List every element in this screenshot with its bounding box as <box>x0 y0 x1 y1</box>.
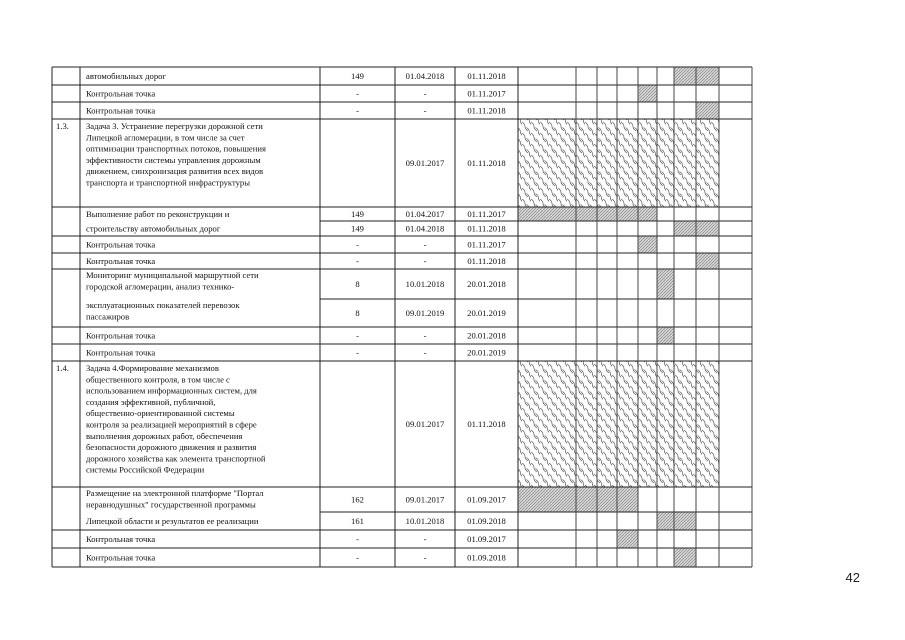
row-description: системы Российской Федерации <box>86 464 205 475</box>
gantt-shade-cell <box>617 361 638 487</box>
gantt-shade-cell <box>696 361 719 487</box>
row-start-date: 09.01.2017 <box>405 158 445 168</box>
row-description: Задача 3. Устранение перегрузки дорожной сети <box>86 121 263 131</box>
row-code: 161 <box>351 516 364 526</box>
gantt-shade-cell <box>518 487 576 512</box>
gantt-shade-cell <box>576 119 597 207</box>
row-description: Выполнение работ по реконструкции и <box>86 209 230 219</box>
gantt-shading <box>518 67 719 567</box>
row-description: пассажиров <box>86 311 130 322</box>
row-start-date: 09.01.2017 <box>405 419 445 429</box>
row-start-date: 09.01.2019 <box>405 308 445 318</box>
gantt-shade-cell <box>674 119 696 207</box>
row-start-date: 01.04.2017 <box>405 209 445 219</box>
row-end-date: 01.09.2017 <box>467 534 506 544</box>
gantt-shade-cell <box>617 530 638 548</box>
gantt-shade-cell <box>518 119 576 207</box>
row-code: 8 <box>355 279 360 289</box>
row-description: Липецкой области и результатов ее реализации <box>86 516 259 526</box>
row-end-date: 01.09.2018 <box>467 552 506 563</box>
gantt-shade-cell <box>617 119 638 207</box>
row-description: оптимизации транспортных потоков, повышения <box>86 143 266 154</box>
gantt-shade-cell <box>674 361 696 487</box>
gantt-shade-cell <box>657 327 674 344</box>
gantt-shade-cell <box>638 207 657 221</box>
row-description: использованием информационных систем, для <box>86 385 257 396</box>
gantt-shade-cell <box>638 85 657 102</box>
row-start-date: 01.04.2018 <box>405 223 445 234</box>
gantt-shade-cell <box>657 361 674 487</box>
row-description: дорожного хозяйства как элемента транспортной <box>86 453 266 464</box>
row-description: общественного контроля, в том числе с <box>86 374 230 385</box>
row-number: 1.4. <box>56 363 69 373</box>
row-end-date: 01.11.2017 <box>467 209 506 219</box>
row-start-date: - <box>423 88 427 99</box>
row-start-date: 01.04.2018 <box>405 71 445 81</box>
gantt-shade-cell <box>674 67 696 85</box>
row-start-date: 09.01.2017 <box>405 494 445 505</box>
row-description: выполнения дорожных работ, обеспечения <box>86 430 243 441</box>
row-code: 162 <box>351 494 364 505</box>
row-description: эффективности системы управления дорожным <box>86 154 261 165</box>
row-description: Мониторинг муниципальной маршрутной сети <box>86 270 259 280</box>
table-cells <box>56 71 507 563</box>
row-description: транспорта и транспортной инфраструктуры <box>86 177 251 188</box>
gantt-shade-cell <box>696 221 719 236</box>
row-start-date: - <box>423 256 427 266</box>
gantt-shade-cell <box>696 102 719 119</box>
row-end-date: 01.11.2018 <box>467 223 506 234</box>
row-description: Липецкой агломерации, в том числе за счет <box>86 132 245 143</box>
row-end-date: 01.11.2018 <box>467 158 506 168</box>
row-code: - <box>356 239 359 250</box>
gantt-shade-cell <box>638 236 657 253</box>
gantt-shade-cell <box>638 119 657 207</box>
row-end-date: 01.11.2017 <box>467 88 506 99</box>
row-code: - <box>356 347 359 358</box>
row-end-date: 01.11.2018 <box>467 105 506 116</box>
gantt-shade-cell <box>638 361 657 487</box>
row-end-date: 01.09.2017 <box>467 494 506 505</box>
row-description: городской агломерации, анализ технико- <box>86 281 235 292</box>
row-description: Контрольная точка <box>86 330 156 341</box>
row-description: Контрольная точка <box>86 534 156 544</box>
row-code: - <box>356 88 359 99</box>
gantt-shade-cell <box>518 361 576 487</box>
row-description: контроля за реализацией мероприятий в сфере <box>86 419 257 430</box>
row-code: - <box>356 330 359 341</box>
row-start-date: 10.01.2018 <box>405 516 445 526</box>
row-code: 8 <box>355 308 360 318</box>
row-end-date: 20.01.2018 <box>467 279 506 289</box>
row-description: эксплуатационных показателей перевозок <box>86 300 240 310</box>
gantt-shade-cell <box>597 487 617 512</box>
row-description: Контрольная точка <box>86 552 156 563</box>
row-end-date: 01.09.2018 <box>467 516 506 526</box>
row-description: Контрольная точка <box>86 256 156 266</box>
row-description: неравнодушных" государственной программы <box>86 499 256 510</box>
row-start-date: - <box>423 534 427 544</box>
gantt-shade-cell <box>576 361 597 487</box>
row-description: безопасности дорожного движения и развития <box>86 442 257 453</box>
gantt-shade-cell <box>674 512 696 530</box>
gantt-shade-cell <box>657 119 674 207</box>
gantt-shade-cell <box>617 207 638 221</box>
row-number: 1.3. <box>56 121 69 131</box>
row-code: 149 <box>351 71 364 81</box>
row-description: строительству автомобильных дорог <box>86 223 221 234</box>
page-number: 42 <box>845 570 860 585</box>
gantt-shade-cell <box>696 119 719 207</box>
row-end-date: 20.01.2019 <box>467 308 506 318</box>
gantt-shade-cell <box>657 512 674 530</box>
row-end-date: 01.11.2018 <box>467 256 506 266</box>
row-end-date: 01.11.2018 <box>467 71 506 81</box>
row-description: создания эффективной, публичной, <box>86 396 216 407</box>
row-end-date: 20.01.2019 <box>467 347 506 358</box>
row-end-date: 01.11.2017 <box>467 239 506 250</box>
row-start-date: - <box>423 552 427 563</box>
row-description: Задача 4.Формирование механизмов <box>86 363 219 373</box>
gantt-shade-cell <box>696 67 719 85</box>
row-description: Контрольная точка <box>86 105 156 116</box>
row-description: общественно-ориентированной системы <box>86 408 235 419</box>
gantt-shade-cell <box>696 253 719 269</box>
row-start-date: 10.01.2018 <box>405 279 445 289</box>
row-description: автомобильных дорог <box>86 71 166 81</box>
row-end-date: 01.11.2018 <box>467 419 506 429</box>
row-description: Контрольная точка <box>86 347 156 358</box>
row-start-date: - <box>423 239 427 250</box>
gantt-shade-cell <box>597 361 617 487</box>
gantt-shade-cell <box>597 119 617 207</box>
row-start-date: - <box>423 105 427 116</box>
row-code: 149 <box>351 223 364 234</box>
gantt-shade-cell <box>674 548 696 567</box>
gantt-shade-cell <box>597 207 617 221</box>
gantt-shade-cell <box>617 487 638 512</box>
row-code: - <box>356 552 359 563</box>
row-description: Контрольная точка <box>86 88 156 99</box>
row-code: - <box>356 105 359 116</box>
row-end-date: 20.01.2018 <box>467 330 506 341</box>
gantt-shade-cell <box>576 487 597 512</box>
gantt-shade-cell <box>518 207 576 221</box>
row-code: - <box>356 534 359 544</box>
row-description: Контрольная точка <box>86 239 156 250</box>
row-code: - <box>356 256 359 266</box>
row-code: 149 <box>351 209 364 219</box>
gantt-shade-cell <box>674 221 696 236</box>
row-description: движением, синхронизация развития всех видов <box>86 166 264 177</box>
gantt-shade-cell <box>657 269 674 299</box>
row-description: Размещение на электронной платформе "Портал <box>86 488 264 498</box>
gantt-shade-cell <box>576 207 597 221</box>
row-start-date: - <box>423 347 427 358</box>
row-start-date: - <box>423 330 427 341</box>
